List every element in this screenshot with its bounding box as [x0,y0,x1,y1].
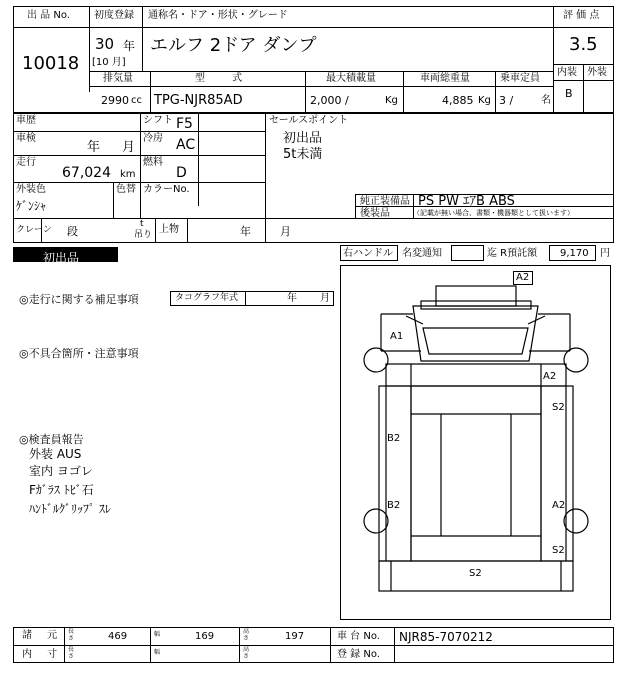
divider [239,627,240,663]
divider [89,71,553,72]
crane-stage: 段 [67,225,78,238]
cab [413,306,538,361]
crane-hoist: 吊り [134,230,153,240]
divider [13,27,553,28]
exterior-color-label: 外装色 [16,184,46,195]
mileage-label: 走行 [16,157,36,168]
divider [495,71,496,113]
divider [89,86,553,87]
cab-roof [436,286,516,306]
interior-grade-label: 内装 [557,67,577,78]
tacho-label: タコグラフ年式 [175,293,239,303]
aftermarket-note: （記載が無い場合、書類・機器類として扱います） [413,209,574,217]
divider [150,71,151,113]
divider [265,113,266,243]
gross-label: 車両総重量 [420,73,470,84]
inspection-year-unit: 年 [87,140,101,155]
door-left [386,364,411,386]
height: 197 [285,631,305,642]
divider [403,71,404,113]
running-notes-label: ◎走行に関する補足事項 [19,293,139,306]
cab-visor [421,301,531,309]
windshield [423,328,528,354]
exterior-color: ｹﾞﾝｼｬ [16,199,47,213]
tacho-year-unit: 年 [287,293,297,304]
steering: 右ハンドル [343,248,393,259]
crane-hoist-top: t [140,219,144,229]
gross-unit: Kg [478,95,491,106]
divider [245,291,246,306]
chassis-no: NJR85-7070212 [399,630,493,644]
inspection-label: 車検 [16,133,36,144]
exterior-grade-label: 外装 [587,67,607,78]
damage-mark: A2 [516,272,530,283]
crane-label: クレーン [16,225,52,235]
genuine-equipment-label: 純正装備品 [360,196,410,207]
divider [330,627,331,663]
inspector-line-4: ﾊﾝﾄﾞﾙｸﾞﾘｯﾌﾟ ｽﾚ [29,502,111,516]
defects-label: ◎不具合箇所・注意事項 [19,347,139,360]
divider [553,6,554,113]
width: 169 [195,631,215,642]
deposit: 9,170 [560,248,589,259]
lift-month-unit: 月 [280,225,291,238]
first-listing-banner: 初出品 [13,247,118,262]
damage-mark: B2 [387,433,401,444]
displacement-label: 排気量 [103,73,133,84]
history-label: 車歴 [16,115,36,126]
inspection-month-unit: 月 [122,140,136,155]
divider [64,627,65,663]
wheel-front-right [564,348,588,372]
damage-mark: S2 [552,545,565,556]
first-reg-label: 初度登録 [94,10,134,21]
inspector-line-1: 外装 AUS [29,447,82,461]
shift-label: シフト [143,115,173,126]
interior-length-label: 長さ [68,646,75,660]
inspector-line-3: Fｶﾞﾗｽ ﾄﾋﾞ石 [29,483,94,497]
length-label: 長さ [68,628,75,642]
chassis-label: 車 台 No. [337,631,380,642]
divider [113,182,114,218]
cargo-bed [411,386,541,561]
wheel-rear-right [564,509,588,533]
genuine-equipment: PS PW ｴｱB ABS [418,194,515,209]
damage-mark: A1 [390,331,404,342]
damage-mark: B2 [387,500,401,511]
lift-year-unit: 年 [240,225,251,238]
tacho-month-unit: 月 [320,293,330,304]
sales-point-label: セールスポイント [269,115,349,126]
color-change-label: 色替 [116,184,136,195]
displacement: 2990 [101,94,129,107]
length: 469 [108,631,128,642]
sales-point-line-2: 5t未満 [283,147,323,162]
fuel: D [176,165,187,181]
registration-label: 登 録 No. [337,649,380,660]
damage-mark: S2 [469,568,482,579]
capacity: 3 / [499,94,514,107]
fuel-label: 燃料 [143,157,163,168]
ac: AC [176,137,196,153]
divider [187,218,188,243]
gross: 4,885 [442,94,474,107]
divider [13,218,614,219]
model: TPG-NJR85AD [154,93,243,108]
divider [394,627,395,663]
divider [13,645,614,646]
divider [89,6,90,92]
color-code-label: カラーNo. [143,184,190,195]
score-label: 評 価 点 [563,10,600,21]
divider [305,71,306,113]
displacement-unit: cc [131,95,142,106]
deposit-unit: 円 [600,248,610,259]
payload-label: 最大積載量 [326,73,376,84]
inspector-line-2: 室内 ヨゴレ [29,464,93,478]
divider [13,131,265,132]
aftermarket-label: 後装品 [360,208,390,219]
notice-box [451,245,484,261]
damage-mark: A2 [543,371,557,382]
damage-mark: A2 [552,500,566,511]
divider [553,27,614,28]
payload-unit: Kg [385,95,398,106]
width-label: 幅 [154,631,161,638]
side-panel-left [379,386,411,561]
mileage: 67,024 [62,165,111,181]
lot-no-label: 出 品 No. [27,10,70,21]
deposit-label: 迄 R預託額 [487,248,538,259]
first-reg-year-unit: 年 [123,39,136,53]
divider [155,218,156,243]
divider [150,627,151,663]
capacity-label: 乗車定員 [500,73,540,84]
interior-width-label: 幅 [154,649,161,656]
name-label: 通称名・ドア・形状・グレード [148,10,288,21]
divider [583,64,584,113]
first-reg-month: [10 月] [92,57,126,68]
divider [13,182,265,183]
damage-mark: S2 [552,402,565,413]
divider [198,113,199,206]
wheel-rear-left [364,509,388,533]
lot-no: 10018 [22,53,80,74]
wheel-front-left [364,348,388,372]
notice-label: 名変通知 [402,248,442,259]
capacity-unit: 名 [541,95,551,106]
vehicle-diagram [340,265,611,620]
sales-point-line-1: 初出品 [283,131,323,146]
interior-dim-label: 内 寸 [22,649,64,660]
divider [142,6,143,27]
lift-label: 上物 [159,224,179,235]
divider [140,113,141,218]
score: 3.5 [569,34,598,55]
mileage-unit: km [120,169,136,180]
height-label: 高さ [243,628,250,642]
interior-height-label: 高さ [243,646,250,660]
first-reg-year: 30 [95,35,115,53]
payload: 2,000 / [310,94,349,107]
divider [355,194,356,218]
ac-label: 冷房 [143,133,163,144]
shift: F5 [176,116,193,132]
truck-outline [341,266,610,619]
car-name: エルフ 2ドア ダンプ [150,35,317,56]
divider [142,27,143,71]
inspector-label: ◎検査員報告 [19,433,84,446]
spec-label: 諸 元 [22,630,64,641]
divider [13,155,265,156]
interior-grade: B [565,87,573,100]
model-label: 型 式 [195,73,255,84]
